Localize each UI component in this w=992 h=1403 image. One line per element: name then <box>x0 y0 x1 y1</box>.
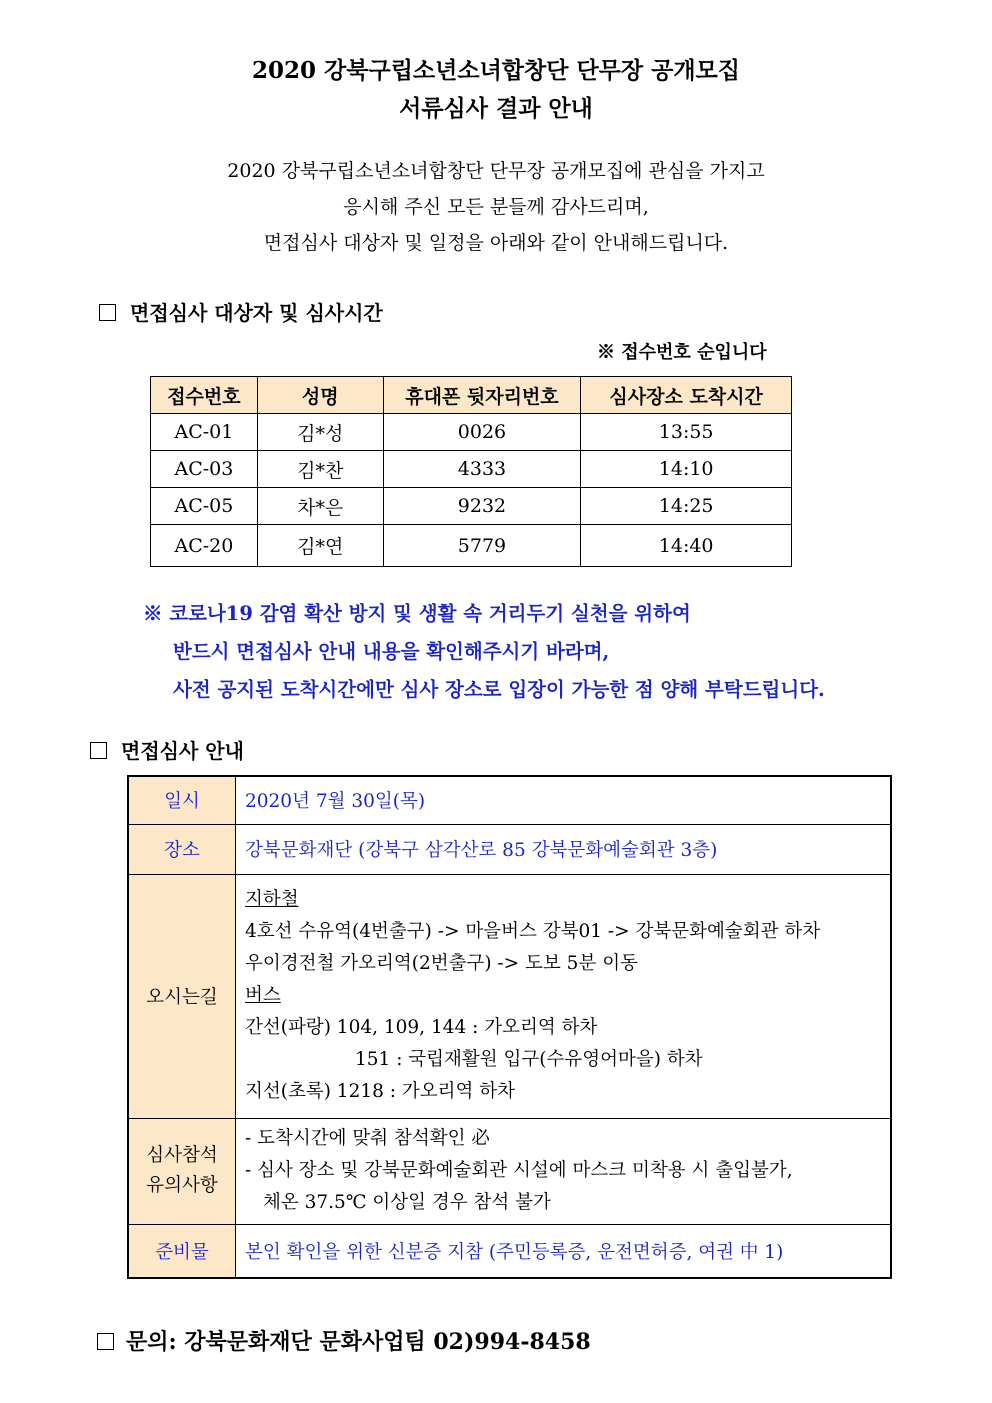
caution-line: - 심사 장소 및 강북문화예술회관 시설에 마스크 미착용 시 출입불가, <box>245 1160 793 1181</box>
caution-label <box>128 1118 236 1224</box>
cell-name: 김*연 <box>257 525 383 567</box>
page-title-line1: 2020 강북구립소년소녀합창단 단무장 공개모집 <box>252 57 740 84</box>
col-header: 접수번호 <box>151 377 258 414</box>
place-value: 강북문화재단 (강북구 삼각산로 85 강북문화예술회관 3층) <box>236 824 892 874</box>
subway-line: 우이경전철 가오리역(2번출구) -> 도보 5분 이동 <box>245 953 638 974</box>
prep-label: 준비물 <box>128 1224 236 1278</box>
warning-line: ※ 코로나19 감염 확산 방지 및 생활 속 거리두기 실천을 위하여 <box>143 602 691 625</box>
section-heading-interview-info <box>90 735 244 764</box>
cell-phone: 5779 <box>383 525 581 567</box>
col-header: 휴대폰 뒷자리번호 <box>383 377 581 414</box>
caution-value <box>236 1118 892 1224</box>
warning-line: 반드시 면접심사 안내 내용을 확인해주시기 바라며, <box>173 640 610 663</box>
caution-label-line: 유의사항 <box>146 1175 218 1196</box>
cell-time: 14:25 <box>581 488 792 525</box>
checkbox-square-icon <box>97 1333 114 1350</box>
table-row <box>151 525 792 567</box>
warning-line: 사전 공지된 도착시간에만 심사 장소로 입장이 가능한 점 양해 부탁드립니다. <box>173 678 825 701</box>
intro-line: 면접심사 대상자 및 일정을 아래와 같이 안내해드립니다. <box>263 232 729 254</box>
section-heading-candidates <box>99 297 383 326</box>
interview-info-table <box>127 775 892 1279</box>
contact-line <box>97 1325 591 1356</box>
sort-note: ※ 접수번호 순입니다 <box>597 342 767 363</box>
date-label: 일시 <box>128 776 236 824</box>
checkbox-square-icon <box>99 304 116 321</box>
cell-phone: 9232 <box>383 488 581 525</box>
cell-id: AC-03 <box>151 451 258 488</box>
cell-id: AC-01 <box>151 414 258 451</box>
info-row-place <box>128 824 891 874</box>
subway-title: 지하철 <box>245 889 299 910</box>
bus-line: 지선(초록) 1218 : 가오리역 하차 <box>245 1081 515 1102</box>
cell-phone: 4333 <box>383 451 581 488</box>
table-header-row <box>151 377 792 414</box>
info-row-prep <box>128 1224 891 1278</box>
caution-line: - 도착시간에 맞춰 참석확인 必 <box>245 1128 490 1149</box>
section-heading-label: 면접심사 안내 <box>121 739 244 763</box>
info-row-caution <box>128 1118 891 1224</box>
bus-line: 간선(파랑) 104, 109, 144 : 가오리역 하차 <box>245 1017 598 1038</box>
bus-line: 151 : 국립재활원 입구(수유영어마을) 하차 <box>355 1049 703 1070</box>
intro-line: 응시해 주신 모든 분들께 감사드리며, <box>343 196 649 218</box>
info-row-date <box>128 776 891 824</box>
contact-text: 문의: 강북문화재단 문화사업팀 02)994-8458 <box>126 1329 591 1355</box>
intro-text <box>0 153 992 261</box>
cell-id: AC-05 <box>151 488 258 525</box>
caution-label-line: 심사참석 <box>146 1145 218 1166</box>
cell-name: 김*성 <box>257 414 383 451</box>
cell-time: 14:10 <box>581 451 792 488</box>
col-header: 성명 <box>257 377 383 414</box>
cell-name: 차*은 <box>257 488 383 525</box>
date-value: 2020년 7월 30일(목) <box>236 776 892 824</box>
cell-phone: 0026 <box>383 414 581 451</box>
cell-time: 13:55 <box>581 414 792 451</box>
info-row-directions <box>128 874 891 1118</box>
intro-line: 2020 강북구립소년소녀합창단 단무장 공개모집에 관심을 가지고 <box>227 160 765 182</box>
prep-value: 본인 확인을 위한 신분증 지참 (주민등록증, 운전면허증, 여권 中 1) <box>236 1224 892 1278</box>
cell-name: 김*찬 <box>257 451 383 488</box>
table-row <box>151 414 792 451</box>
col-header: 심사장소 도착시간 <box>581 377 792 414</box>
cell-id: AC-20 <box>151 525 258 567</box>
bus-title: 버스 <box>245 985 281 1006</box>
covid-warning <box>143 595 825 709</box>
candidate-table <box>150 376 792 567</box>
caution-line: 체온 37.5℃ 이상일 경우 참석 불가 <box>263 1192 551 1213</box>
table-row <box>151 488 792 525</box>
directions-value <box>236 874 892 1118</box>
checkbox-square-icon <box>90 742 107 759</box>
cell-time: 14:40 <box>581 525 792 567</box>
place-label: 장소 <box>128 824 236 874</box>
page-title-line2: 서류심사 결과 안내 <box>399 95 593 122</box>
table-row <box>151 451 792 488</box>
directions-label: 오시는길 <box>128 874 236 1118</box>
section-heading-label: 면접심사 대상자 및 심사시간 <box>130 301 383 325</box>
subway-line: 4호선 수유역(4번출구) -> 마을버스 강북01 -> 강북문화예술회관 하차 <box>245 921 821 942</box>
